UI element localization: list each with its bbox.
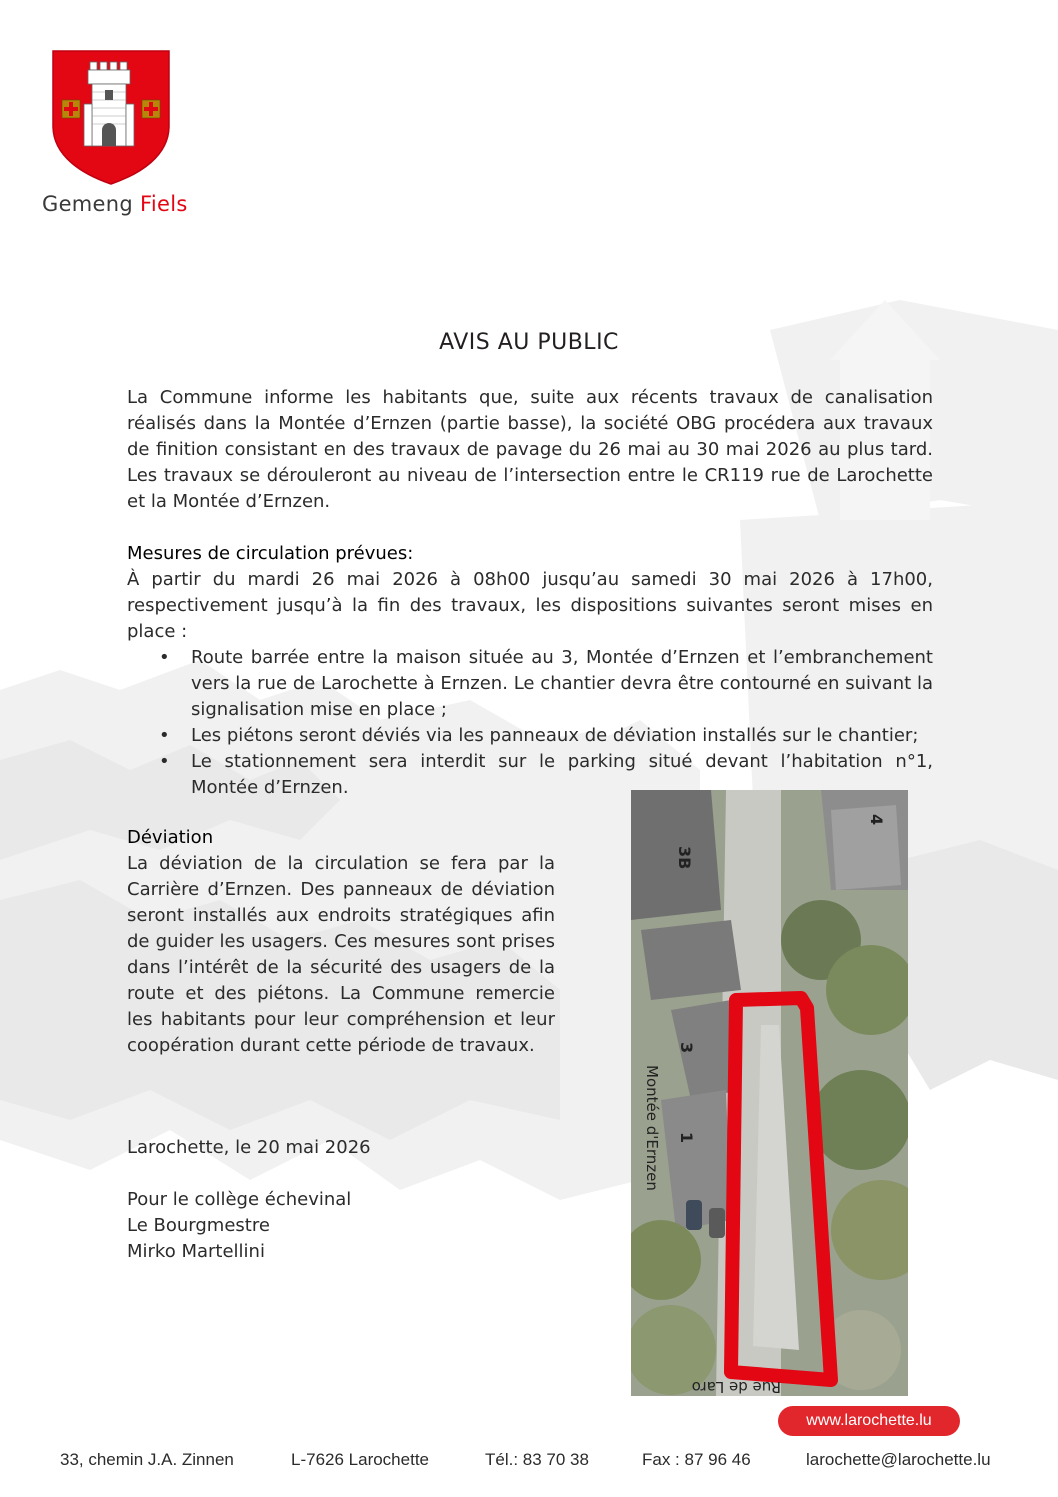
- bullet-text: Les piétons seront déviés via les panneaux de déviation installés sur le chantier;: [191, 725, 919, 746]
- website-link[interactable]: www.larochette.lu: [778, 1406, 960, 1436]
- signature-line-1: Pour le collège échevinal: [127, 1189, 352, 1210]
- list-item: [127, 723, 933, 749]
- page-title: AVIS AU PUBLIC: [439, 330, 619, 355]
- list-item: [127, 645, 933, 723]
- house-number-label: 4: [867, 814, 886, 826]
- footer-postal: L-7626 Larochette: [291, 1450, 429, 1469]
- bullet-text: Le stationnement sera interdit sur le parking situé devant l’habitation n°1, Montée d’Ernzen.: [191, 751, 933, 798]
- aerial-map: [631, 790, 908, 1396]
- footer-tel: Tél.: 83 70 38: [485, 1450, 589, 1469]
- footer-fax: Fax : 87 96 46: [642, 1450, 751, 1469]
- signature-block: [127, 1135, 547, 1265]
- place-date: Larochette, le 20 mai 2026: [127, 1137, 371, 1158]
- mesures-paragraph: À partir du mardi 26 mai 2026 à 08h00 jusqu’au samedi 30 mai 2026 à 17h00, respectivement jusqu’à la fin des travaux, les dispositions suivantes seront mises en place :: [127, 569, 933, 642]
- signature-line-3: Mirko Martellini: [127, 1241, 265, 1262]
- intro-paragraph: La Commune informe les habitants que, suite aux récents travaux de canalisation réalisés dans la Montée d’Ernzen (partie basse), la société OBG procédera aux travaux de finition consistant en des travaux de pavage du 26 mai au 30 mai 2026 au plus tard. Les travaux se dérouleront au niveau de l’intersection entre le CR119 rue de Larochette et la Montée d’Ernzen.: [127, 387, 933, 512]
- mesures-bullet-list: [127, 645, 933, 801]
- brand-prefix: Gemeng: [42, 192, 140, 216]
- house-number-label: 1: [677, 1132, 696, 1144]
- commune-crest-logo: [50, 48, 172, 186]
- bullet-icon: •: [159, 751, 170, 772]
- commune-brand-name: [42, 192, 188, 216]
- deviation-paragraph: La déviation de la circulation se fera par la Carrière d’Ernzen. Des panneaux de déviation seront installés aux endroits stratégiques afin de guider les usagers. Ces mesures sont prises dans l’intérêt de la sécurité des usagers de la route et des piétons. La Commune remercie les habitants pour leur compréhension et leur coopération durant cette période de travaux.: [127, 853, 555, 1056]
- footer-email[interactable]: larochette@larochette.lu: [806, 1450, 991, 1469]
- mesures-heading: Mesures de circulation prévues:: [127, 543, 414, 564]
- brand-accent: Fiels: [139, 192, 188, 216]
- house-number-label: 3B: [675, 846, 694, 870]
- bottom-street-label: Rue de Laro: [691, 1378, 781, 1396]
- bullet-icon: •: [159, 647, 170, 668]
- bullet-text: Route barrée entre la maison située au 3, Montée d’Ernzen et l’embranchement vers la rue de Larochette à Ernzen. Le chantier devra être contourné en suivant la signalisation mise en place ;: [191, 647, 933, 720]
- deviation-heading: Déviation: [127, 827, 214, 848]
- signature-line-2: Le Bourgmestre: [127, 1215, 270, 1236]
- street-label: Montée d'Ernzen: [643, 1065, 661, 1191]
- house-number-label: 3: [677, 1042, 696, 1054]
- footer-address: 33, chemin J.A. Zinnen: [60, 1450, 234, 1469]
- bullet-icon: •: [159, 725, 170, 746]
